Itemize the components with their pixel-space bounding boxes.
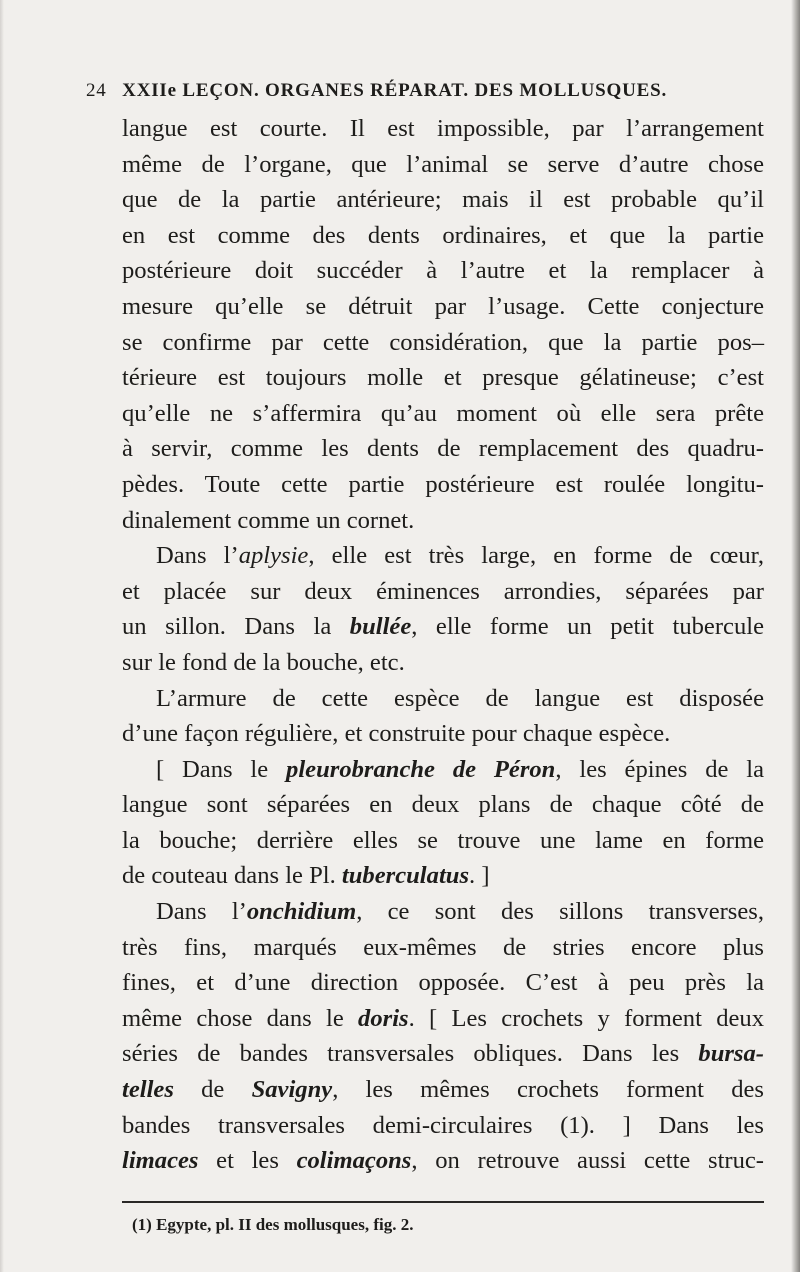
book-page: [86, 80, 765, 1235]
text-line: [122, 111, 764, 147]
italic-term: bullée: [349, 613, 412, 641]
text-line: [122, 1072, 764, 1108]
page-gutter-shadow: [0, 0, 4, 1272]
italic-term: telles: [122, 1076, 174, 1104]
text-run: en est comme des dents ordinaires, et que la partie: [122, 221, 764, 249]
text-line: [122, 858, 764, 894]
text-run: même chose dans le: [122, 1004, 359, 1032]
text-run: , ce sont des sillons transverses,: [356, 898, 765, 926]
text-run: sur le fond de la bouche, etc.: [122, 648, 405, 676]
body-text: [122, 111, 764, 1179]
text-line: [122, 503, 764, 539]
text-run: . [ Les crochets y forment deux: [408, 1004, 764, 1032]
text-line: [122, 1036, 764, 1072]
text-run: pèdes. Toute cette partie postérieure est roulée longitu-: [122, 470, 764, 498]
text-run: et les: [198, 1147, 297, 1175]
text-run: postérieure doit succéder à l’autre et la remplacer à: [122, 257, 764, 285]
italic-term: aplysie: [238, 542, 309, 570]
text-run: langue est courte. Il est impossible, par l’arrangement: [122, 115, 764, 142]
text-run: , elle est très large, en forme de cœur,: [308, 542, 765, 570]
text-run: bandes transversales demi-circulaires (1). ] Dans les: [122, 1111, 764, 1139]
text-run: de couteau dans le Pl.: [122, 862, 342, 890]
page-number: 24: [86, 80, 107, 101]
text-line: [122, 823, 764, 859]
text-line: [122, 396, 764, 432]
text-run: fines, et d’une direction opposée. C’est à peu près la: [122, 969, 764, 997]
text-line: [122, 182, 764, 218]
text-run: Dans l’: [156, 898, 247, 926]
text-run: [ Dans le: [156, 755, 287, 783]
italic-term: bursa-: [698, 1040, 764, 1068]
chapter-title: XXIIe LEÇON. ORGANES RÉPARAT. DES MOLLUSQUES.: [122, 80, 668, 101]
text-line: [122, 787, 764, 823]
text-line: [122, 325, 764, 361]
text-run: dinalement comme un cornet.: [122, 506, 415, 534]
text-run: Dans l’: [156, 542, 239, 570]
text-run: térieure est toujours molle et presque gélatineuse; c’est: [122, 364, 764, 392]
text-line: [122, 645, 764, 681]
text-run: et placée sur deux éminences arrondies, séparées par: [122, 577, 764, 605]
text-run: qu’elle ne s’affermira qu’au moment où elle sera prête: [122, 399, 764, 427]
text-line: [122, 538, 764, 574]
running-head: [86, 80, 764, 102]
text-line: [122, 752, 764, 788]
text-run: mesure qu’elle se détruit par l’usage. Cette conjecture: [122, 292, 764, 320]
italic-term: pleurobranche de Péron: [286, 755, 556, 783]
italic-term: doris: [358, 1004, 409, 1032]
page-edge-shadow: [791, 0, 800, 1272]
text-line: [122, 147, 764, 183]
text-line: [122, 1108, 764, 1144]
text-run: langue sont séparées en deux plans de chaque côté de: [122, 791, 764, 819]
text-line: [122, 431, 764, 467]
italic-term: onchidium: [246, 898, 357, 926]
italic-term: tuberculatus: [341, 862, 470, 890]
text-line: [122, 467, 764, 503]
text-run: , elle forme un petit tubercule: [411, 613, 764, 641]
text-line: [122, 609, 764, 645]
text-line: [122, 253, 764, 289]
text-run: . ]: [469, 862, 490, 890]
text-line: [122, 289, 764, 325]
text-run: , on retrouve aussi cette struc-: [411, 1147, 764, 1175]
footnote-rule: [122, 1201, 764, 1203]
text-line: [122, 681, 764, 717]
text-line: [122, 574, 764, 610]
text-run: de: [173, 1076, 252, 1104]
text-run: L’armure de cette espèce de langue est disposée: [156, 684, 764, 712]
text-run: séries de bandes transversales obliques. Dans les: [122, 1040, 699, 1068]
footnote: (1) Egypte, pl. II des mollusques, fig. 2.: [132, 1214, 414, 1234]
text-line: [122, 218, 764, 254]
italic-term: Savigny: [251, 1076, 333, 1104]
text-line: [122, 1001, 764, 1037]
text-line: [122, 930, 764, 966]
text-run: d’une façon régulière, et construite pour chaque espèce.: [122, 720, 671, 748]
text-line: [122, 716, 764, 752]
text-run: même de l’organe, que l’animal se serve d’autre chose: [122, 150, 764, 178]
text-run: , les épines de la: [555, 755, 765, 783]
text-run: se confirme par cette considération, que la partie pos–: [122, 328, 764, 356]
italic-term: colimaçons: [296, 1147, 412, 1175]
text-line: [122, 965, 764, 1001]
text-run: à servir, comme les dents de remplacement des quadru-: [122, 435, 764, 463]
text-run: que de la partie antérieure; mais il est probable qu’il: [122, 186, 764, 214]
text-run: , les mêmes crochets forment des: [332, 1076, 764, 1104]
text-run: un sillon. Dans la: [122, 613, 350, 641]
italic-term: limaces: [122, 1147, 199, 1175]
text-line: [122, 894, 764, 930]
text-line: [122, 1143, 764, 1179]
text-run: très fins, marqués eux-mêmes de stries encore plus: [122, 933, 764, 961]
text-line: [122, 360, 764, 396]
text-run: la bouche; derrière elles se trouve une lame en forme: [122, 826, 764, 854]
